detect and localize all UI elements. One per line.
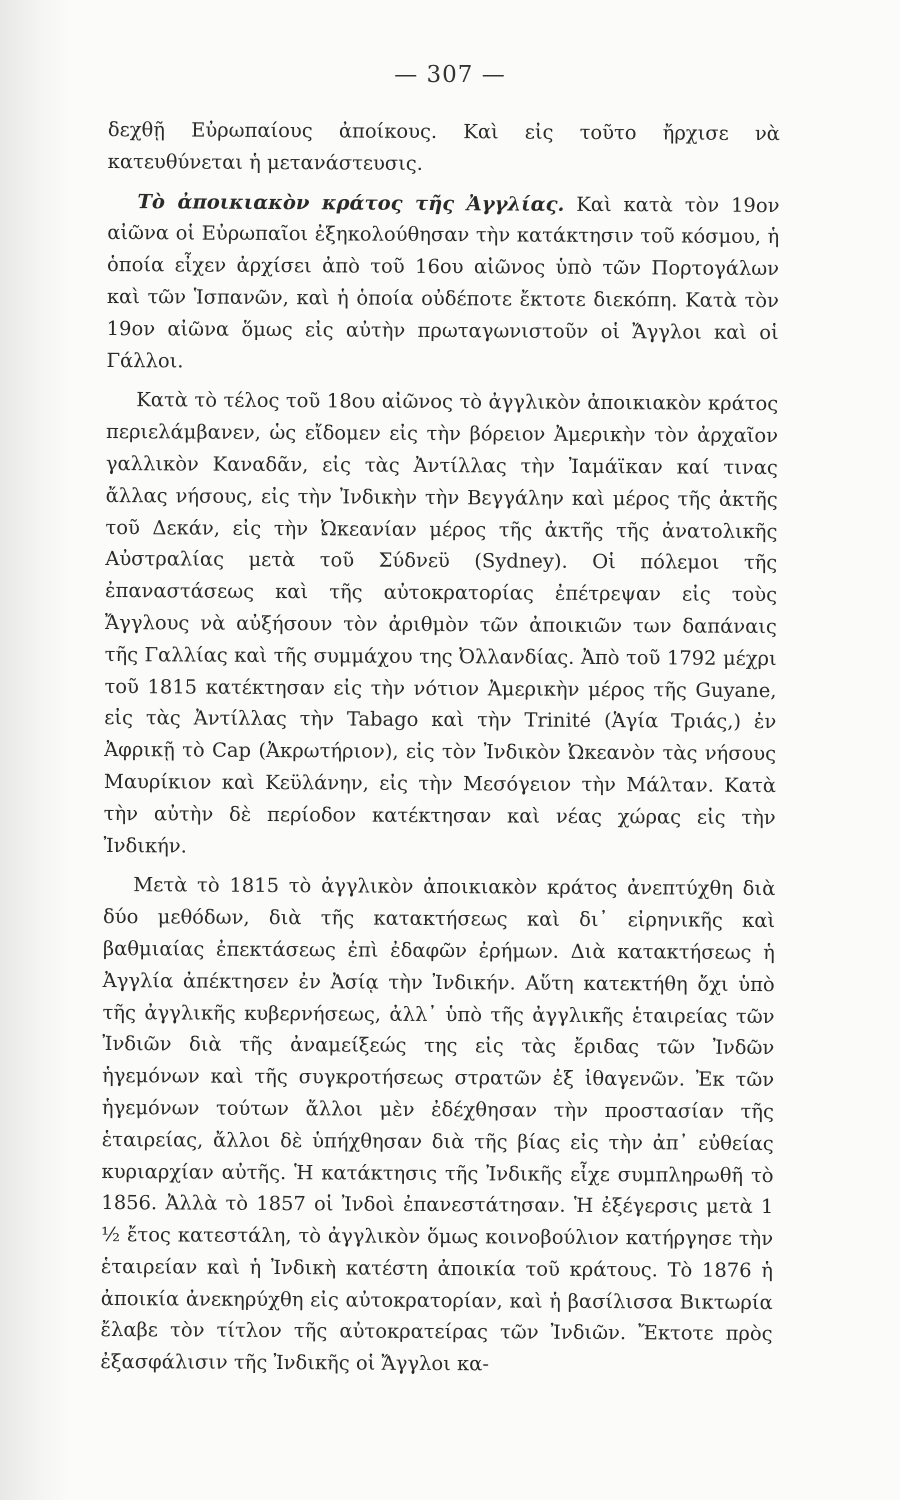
- page-body: [100, 114, 780, 1382]
- paragraph-continuation: [108, 114, 780, 182]
- binding-shadow: [0, 0, 70, 1500]
- page-number: — 307 —: [394, 62, 506, 88]
- section-heading: Τὸ ἀποικιακὸν κράτος τῆς Ἀγγλίας.: [137, 189, 565, 216]
- paragraph-colonial-empire-england: [106, 186, 779, 381]
- paragraph-text: δεχθῇ Εὐρωπαίους ἀποίκους. Καὶ εἰς τοῦτο ἤρχισε νὰ κατευθύνεται ἡ μετανάστευσις.: [107, 117, 780, 175]
- paragraph-text: Μετὰ τὸ 1815 τὸ ἀγγλικὸν ἀποικιακὸν κράτος ἀνεπτύχθη διὰ δύο μεθόδων, διὰ τῆς κατακτήσεως καὶ δι᾽ εἰρηνικῆς καὶ βαθμιαίας ἐπεκτάσεως ἐπὶ ἐδαφῶν ἐρήμων. Διὰ κατακτήσεως ἡ Ἀγγλία ἀπέκτησεν ἐν Ἀσίᾳ τὴν Ἰνδικήν. Αὕτη κατεκτήθη ὄχι ὑπὸ τῆς ἀγγλικῆς κυβερνήσεως, ἀλλ᾽ ὑπὸ τῆς ἀγγλικῆς ἑταιρείας τῶν Ἰνδιῶν διὰ τῆς ἀναμείξεώς της εἰς τὰς ἔριδας τῶν Ἰνδῶν ἡγεμόνων καὶ τῆς συγκροτήσεως στρατῶν ἐξ ἰθαγενῶν. Ἐκ τῶν ἡγεμόνων τούτων ἄλλοι μὲν ἐδέχθησαν τὴν προστασίαν τῆς ἑταιρείας, ἄλλοι δὲ ὑπήχθησαν διὰ τῆς βίας εἰς τὴν ἀπ᾽ εὐθείας κυριαρχίαν αὐτῆς. Ἡ κατάκτησις τῆς Ἰνδικῆς εἶχε συμπληρωθῆ τὸ 1856. Ἀλλὰ τὸ 1857 οἱ Ἰνδοὶ ἐπανεστάτησαν. Ἡ ἐξέγερσις μετὰ 1 ½ ἔτος κατεστάλη, τὸ ἀγγλικὸν ὅμως κοινοβούλιον κατήργησε τὴν ἑταιρείαν καὶ ἡ Ἰνδικὴ κατέστη ἀποικία τοῦ κράτους. Τὸ 1876 ἡ ἀποικία ἀνεκηρύχθη εἰς αὐτοκρατορίαν, καὶ ἡ βασίλισσα Βικτωρία ἔλαβε τὸν τίτλον τῆς αὐτοκρατείρας τῶν Ἰνδιῶν. Ἔκτοτε πρὸς ἐξασφάλισιν τῆς Ἰνδικῆς οἱ Ἄγγλοι κα-: [100, 873, 776, 1376]
- paragraph-text: Κατὰ τὸ τέλος τοῦ 18ου αἰῶνος τὸ ἀγγλικὸν ἀποικιακὸν κράτος περιελάμβανεν, ὡς εἴδομεν εἰς τὴν βόρειον Ἀμερικὴν τὸν ἀρχαῖον γαλλικὸν Καναδᾶν, εἰς τὰς Ἀντίλλας τὴν Ἰαμάϊκαν καί τινας ἄλλας νήσους, εἰς τὴν Ἰνδικὴν τὴν Βεγγάλην καὶ μέρος τῆς ἀκτῆς τοῦ Δεκάν, εἰς τὴν Ὠκεανίαν μέρος τῆς ἀκτῆς τῆς ἀνατολικῆς Αὐστραλίας μετὰ τοῦ Σύδνεϋ (Sydney). Οἱ πόλεμοι τῆς ἐπαναστάσεως καὶ τῆς αὐτοκρατορίας ἐπέτρεψαν εἰς τοὺς Ἄγγλους νὰ αὐξήσουν τὸν ἀριθμὸν τῶν ἀποικιῶν των δαπάναις τῆς Γαλλίας καὶ τῆς συμμάχου της Ὀλλανδίας. Ἀπὸ τοῦ 1792 μέχρι τοῦ 1815 κατέκτησαν εἰς τὴν νότιον Ἀμερικὴν μέρος τῆς Guyane, εἰς τὰς Ἀντίλλας τὴν Tabago καὶ τὴν Trinité (Ἁγία Τριάς,) ἐν Ἀφρικῇ τὸ Cap (Ἀκρωτήριον), εἰς τὸν Ἰνδικὸν Ὠκεανὸν τὰς νήσους Μαυρίκιον καὶ Κεϋλάνην, εἰς τὴν Μεσόγειον τὴν Μάλταν. Κατὰ τὴν αὐτὴν δὲ περίοδον κατέκτησαν καὶ νέας χώρας εἰς τὴν Ἰνδικήν.: [103, 388, 779, 858]
- paragraph-text: Καὶ κατὰ τὸν 19ον αἰῶνα οἱ Εὐρωπαῖοι ἐξηκολούθησαν τὴν κατάκτησιν τοῦ κόσμου, ἡ ὁποία εἶχεν ἀρχίσει ἀπὸ τοῦ 16ου αἰῶνος ὑπὸ τῶν Πορτογάλων καὶ τῶν Ἱσπανῶν, καὶ ἡ ὁποία οὐδέποτε ἔκτοτε διεκόπη. Κατὰ τὸν 19ον αἰῶνα ὅμως εἰς αὐτὴν πρωταγωνιστοῦν οἱ Ἄγγλοι καὶ οἱ Γάλλοι.: [106, 192, 780, 373]
- paragraph-after-1815: [100, 869, 775, 1382]
- paragraph-18th-century-possessions: [103, 384, 778, 865]
